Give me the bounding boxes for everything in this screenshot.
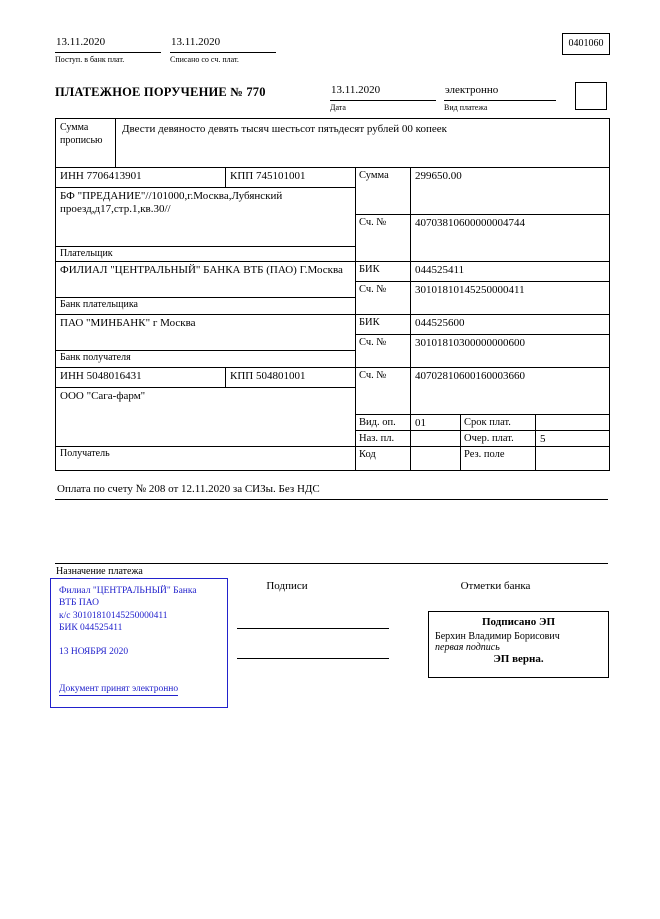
payee-bank-bik-label: БИК — [356, 315, 411, 335]
purpose-code-label: Наз. пл. — [356, 431, 411, 447]
signature-line-2 — [237, 658, 389, 659]
payment-kind-label: Вид платежа — [444, 103, 488, 112]
payee-bank-account-value: 30101810300000000600 — [411, 335, 609, 368]
payee-account-label: Сч. № — [356, 368, 411, 415]
op-type-value: 01 — [411, 415, 461, 431]
document-title: ПЛАТЕЖНОЕ ПОРУЧЕНИЕ № 770 — [55, 85, 266, 99]
op-type-label: Вид. оп. — [356, 415, 411, 431]
payment-details-table — [55, 168, 610, 471]
payment-kind-value: электронно — [444, 84, 556, 101]
payee-account-value: 40702810600160003660 — [411, 368, 609, 415]
electronic-signature-name: Берхин Владимир Борисович — [435, 631, 560, 642]
payment-purpose-text: Оплата по счету № 208 от 12.11.2020 за СИЗы. Без НДС — [55, 471, 608, 500]
payee-bank-name: ПАО "МИНБАНК" г Москва — [56, 315, 356, 351]
bank-electronic-stamp — [50, 578, 228, 708]
document-date-block — [330, 84, 436, 112]
payer-name: БФ "ПРЕДАНИЕ"//101000,г.Москва,Лубянский проезд,д17,стр.1,кв.30// — [56, 188, 356, 247]
payer-account-label: Сч. № — [356, 215, 411, 262]
electronic-signature-title: Подписано ЭП — [481, 616, 556, 628]
payer-account-value: 40703810600000004744 — [411, 215, 609, 262]
payer-bank-caption: Банк плательщика — [56, 298, 356, 315]
payment-term-label: Срок плат. — [461, 415, 536, 431]
payer-bank-bik-value: 044525411 — [411, 262, 609, 282]
received-date-value: 13.11.2020 — [55, 36, 161, 53]
received-date-label: Поступ. в банк плат. — [55, 55, 125, 64]
bank-stamp-date: 13 НОЯБРЯ 2020 — [59, 647, 129, 658]
payer-bank-name: ФИЛИАЛ "ЦЕНТРАЛЬНЫЙ" БАНКА ВТБ (ПАО) Г.Москва — [56, 262, 356, 298]
payment-purpose-area — [55, 471, 608, 579]
payment-kind-block — [444, 84, 556, 112]
amount-label: Сумма — [356, 168, 411, 215]
bank-stamp-line-3: к/с 30101810145250000411 — [59, 610, 168, 621]
amount-words-band — [55, 118, 610, 168]
payee-bank-caption: Банк получателя — [56, 351, 356, 368]
document-date-value: 13.11.2020 — [330, 84, 436, 101]
electronic-signature-verdict: ЭП верна. — [493, 653, 544, 665]
bank-stamp-line-1: Филиал "ЦЕНТРАЛЬНЫЙ" Банка — [59, 586, 197, 596]
purpose-code-value — [411, 431, 461, 447]
payer-bank-account-label: Сч. № — [356, 282, 411, 315]
bank-stamp-line-4: БИК 044525411 — [59, 623, 123, 634]
payee-inn: ИНН 5048016431 — [56, 368, 226, 388]
payment-purpose-label: Назначение платежа — [56, 566, 143, 577]
document-date-label: Дата — [330, 103, 346, 112]
status-code-box — [575, 82, 607, 110]
payer-caption: Плательщик — [56, 247, 356, 262]
debited-date-value: 13.11.2020 — [170, 36, 276, 53]
form-code-box: 0401060 — [562, 33, 610, 55]
code-value — [411, 447, 461, 470]
priority-value: 5 — [536, 431, 609, 447]
code-label: Код — [356, 447, 411, 470]
payer-bank-account-value: 30101810145250000411 — [411, 282, 609, 315]
payee-kpp: КПП 504801001 — [226, 368, 356, 388]
payer-bank-bik-label: БИК — [356, 262, 411, 282]
reserve-field-value — [536, 447, 609, 470]
received-date-block — [55, 36, 161, 64]
debited-date-block — [170, 36, 276, 64]
amount-words-value: Двести девяносто девять тысяч шестьсот пятьдесят рублей 00 копеек — [122, 123, 447, 135]
payer-kpp: КПП 745101001 — [226, 168, 356, 188]
bank-marks-label: Отметки банка — [460, 580, 531, 592]
reserve-field-label: Рез. поле — [461, 447, 536, 470]
bank-stamp-footer-text: Документ принят электронно — [59, 683, 179, 694]
signatures-label: Подписи — [266, 580, 308, 592]
debited-date-label: Списано со сч. плат. — [170, 55, 239, 64]
bank-stamp-footer — [59, 683, 219, 695]
payee-caption: Получатель — [56, 447, 356, 470]
electronic-signature-subtitle: первая подпись — [435, 642, 500, 653]
amount-value: 299650.00 — [411, 168, 609, 215]
electronic-signature-stamp — [428, 611, 609, 678]
payer-inn: ИНН 7706413901 — [56, 168, 226, 188]
payee-name: ООО "Сага-фарм" — [56, 388, 356, 447]
priority-label: Очер. плат. — [461, 431, 536, 447]
payee-bank-account-label: Сч. № — [356, 335, 411, 368]
amount-words-label: Сумма прописью — [56, 119, 116, 167]
payee-bank-bik-value: 044525600 — [411, 315, 609, 335]
bank-stamp-line-2: ВТБ ПАО — [59, 598, 99, 609]
signature-line-1 — [237, 628, 389, 629]
payment-purpose-ruled-area — [55, 500, 608, 564]
payment-term-value — [536, 415, 609, 431]
